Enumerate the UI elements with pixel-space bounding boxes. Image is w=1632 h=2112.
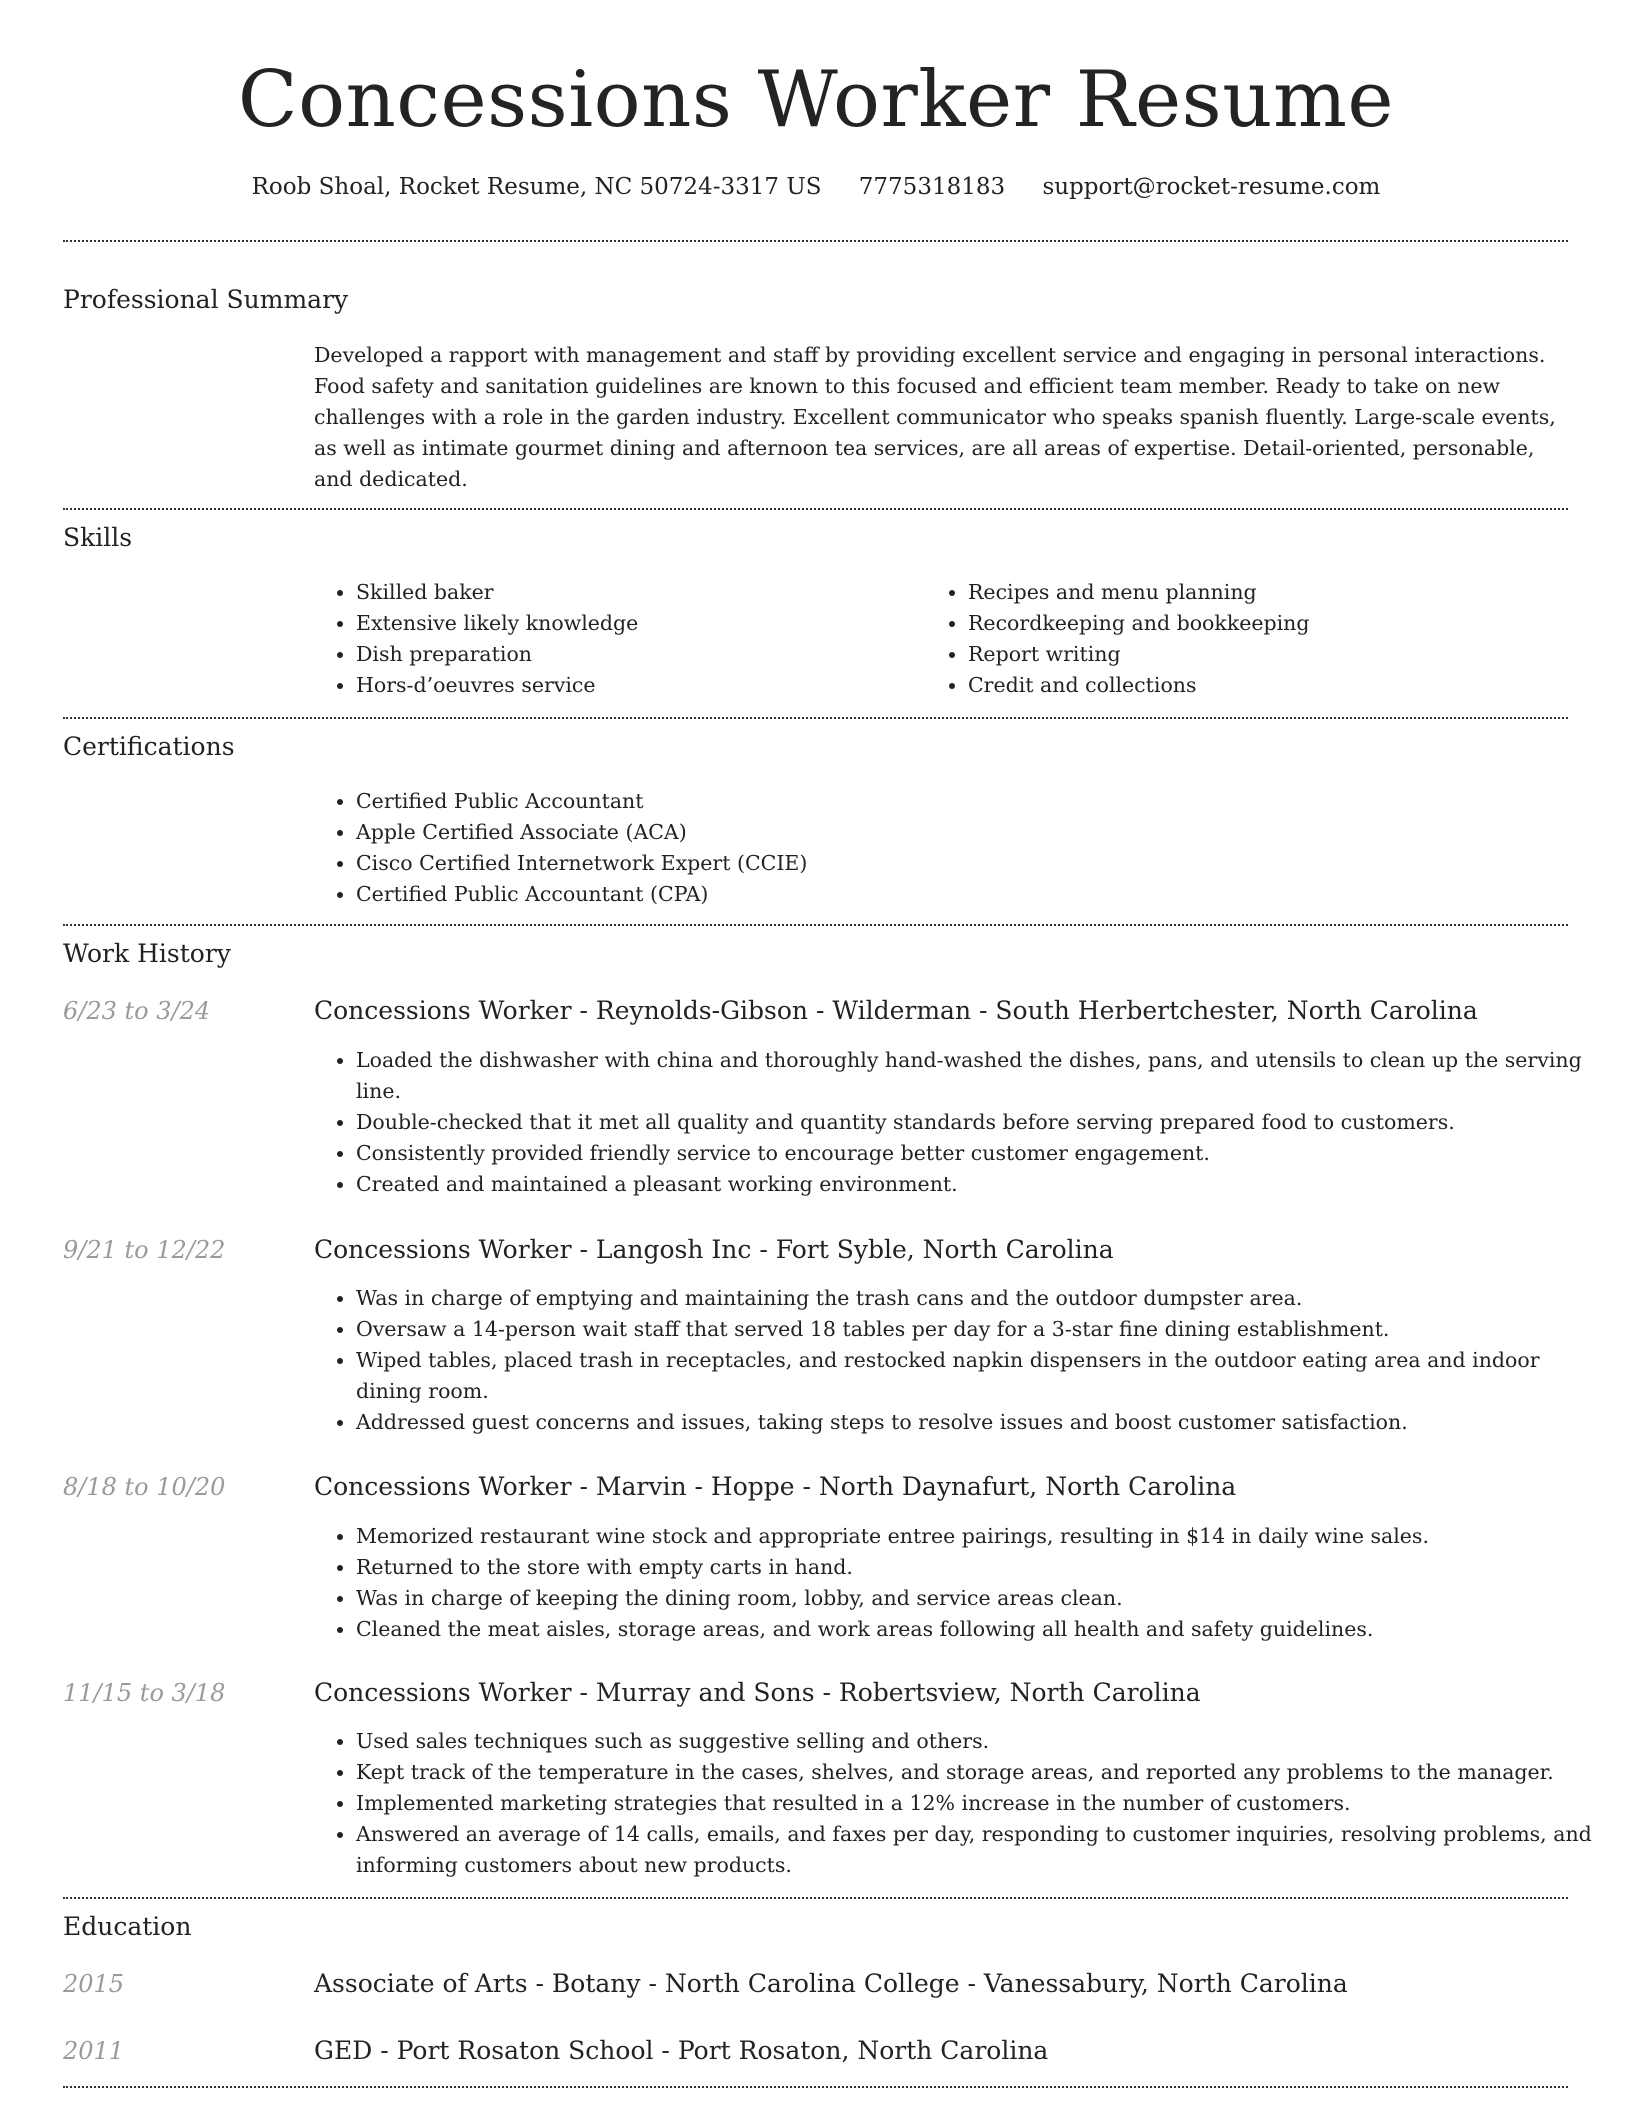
skills-list-left (312, 577, 916, 701)
education-year: 2011 (63, 2037, 125, 2065)
skills-list-right (924, 577, 1568, 701)
job-bullets (312, 1726, 1608, 1881)
job-bullet: • Double-checked that it met all quality and quantity standards before serving prepared food to customers. (356, 1107, 1608, 1138)
section-divider (63, 924, 1568, 926)
job-dates: 6/23 to 3/24 (63, 997, 211, 1025)
job-bullets (312, 1283, 1608, 1438)
job-dates: 11/15 to 3/18 (63, 1679, 226, 1707)
contact-email: support@rocket-resume.com (1042, 174, 1381, 200)
job-bullet: • Returned to the store with empty carts in hand. (356, 1552, 1608, 1583)
job-bullet: • Implemented marketing strategies that resulted in a 12% increase in the number of customers. (356, 1788, 1608, 1819)
skill-item: • Skilled baker (356, 577, 916, 608)
education-entry: GED - Port Rosaton School - Port Rosaton, North Carolina (314, 2036, 1049, 2065)
job-bullet: • Was in charge of keeping the dining room, lobby, and service areas clean. (356, 1583, 1608, 1614)
certification-item: • Certified Public Accountant (356, 786, 1556, 817)
education-heading: Education (63, 1912, 192, 1941)
certifications-list (312, 786, 1556, 910)
section-divider (63, 717, 1568, 719)
skills-heading: Skills (63, 523, 133, 552)
skill-item: • Report writing (968, 639, 1568, 670)
section-divider (63, 1897, 1568, 1899)
job-bullet: • Cleaned the meat aisles, storage areas, and work areas following all health and safety guidelines. (356, 1614, 1608, 1645)
job-bullets (312, 1045, 1608, 1200)
certification-item: • Apple Certified Associate (ACA) (356, 817, 1556, 848)
section-divider (63, 508, 1568, 510)
job-dates: 9/21 to 12/22 (63, 1236, 226, 1264)
skill-item: • Credit and collections (968, 670, 1568, 701)
job-bullets (312, 1521, 1608, 1645)
job-bullet: • Addressed guest concerns and issues, taking steps to resolve issues and boost customer satisfaction. (356, 1407, 1608, 1438)
job-bullet: • Kept track of the temperature in the cases, shelves, and storage areas, and reported any problems to the manager. (356, 1757, 1608, 1788)
summary-heading: Professional Summary (63, 285, 349, 314)
work-heading: Work History (63, 939, 231, 968)
skill-item: • Hors-d’oeuvres service (356, 670, 916, 701)
contact-line (0, 170, 1632, 204)
section-divider (63, 240, 1568, 242)
job-bullet: • Oversaw a 14-person wait staff that served 18 tables per day for a 3-star fine dining establishment. (356, 1314, 1608, 1345)
job-bullet: • Answered an average of 14 calls, emails, and faxes per day, responding to customer inquiries, resolving problems, and informing customers about new products. (356, 1819, 1608, 1881)
job-bullet: • Wiped tables, placed trash in receptacles, and restocked napkin dispensers in the outdoor eating area and indoor dining room. (356, 1345, 1608, 1407)
job-title: Concessions Worker - Murray and Sons - Robertsview, North Carolina (314, 1678, 1201, 1707)
job-title: Concessions Worker - Marvin - Hoppe - North Daynafurt, North Carolina (314, 1472, 1237, 1501)
job-dates: 8/18 to 10/20 (63, 1473, 226, 1501)
summary-text: Developed a rapport with management and staff by providing excellent service and engaging in personal interactions. Food safety and sanitation guidelines are known to this focused and efficient team member. Ready to take on new challenges with a role in the garden industry. Excellent communicator who speaks spanish fluently. Large-scale events, as well as intimate gourmet dining and afternoon tea services, are all areas of expertise. Detail-oriented, personable, and dedicated. (314, 343, 1556, 491)
skill-item: • Extensive likely knowledge (356, 608, 916, 639)
certification-item: • Cisco Certified Internetwork Expert (CCIE) (356, 848, 1556, 879)
certification-item: • Certified Public Accountant (CPA) (356, 879, 1556, 910)
education-entry: Associate of Arts - Botany - North Carolina College - Vanessabury, North Carolina (314, 1969, 1348, 1998)
job-bullet: • Created and maintained a pleasant working environment. (356, 1169, 1608, 1200)
skill-item: • Dish preparation (356, 639, 916, 670)
skill-item: • Recipes and menu planning (968, 577, 1568, 608)
contact-phone: 7775318183 (858, 174, 1006, 200)
job-bullet: • Used sales techniques such as suggestive selling and others. (356, 1726, 1608, 1757)
section-divider (63, 2086, 1568, 2088)
job-title: Concessions Worker - Reynolds-Gibson - Wilderman - South Herbertchester, North Carolina (314, 996, 1478, 1025)
job-bullet: • Memorized restaurant wine stock and appropriate entree pairings, resulting in $14 in daily wine sales. (356, 1521, 1608, 1552)
education-year: 2015 (63, 1970, 125, 1998)
job-bullet: • Consistently provided friendly service to encourage better customer engagement. (356, 1138, 1608, 1169)
contact-address: Roob Shoal, Rocket Resume, NC 50724-3317 US (251, 174, 822, 200)
certifications-heading: Certifications (63, 732, 235, 761)
resume-title: Concessions Worker Resume (237, 55, 1395, 145)
skill-item: • Recordkeeping and bookkeeping (968, 608, 1568, 639)
job-bullet: • Loaded the dishwasher with china and thoroughly hand-washed the dishes, pans, and utensils to clean up the serving line. (356, 1045, 1608, 1107)
job-bullet: • Was in charge of emptying and maintaining the trash cans and the outdoor dumpster area. (356, 1283, 1608, 1314)
job-title: Concessions Worker - Langosh Inc - Fort Syble, North Carolina (314, 1235, 1114, 1264)
